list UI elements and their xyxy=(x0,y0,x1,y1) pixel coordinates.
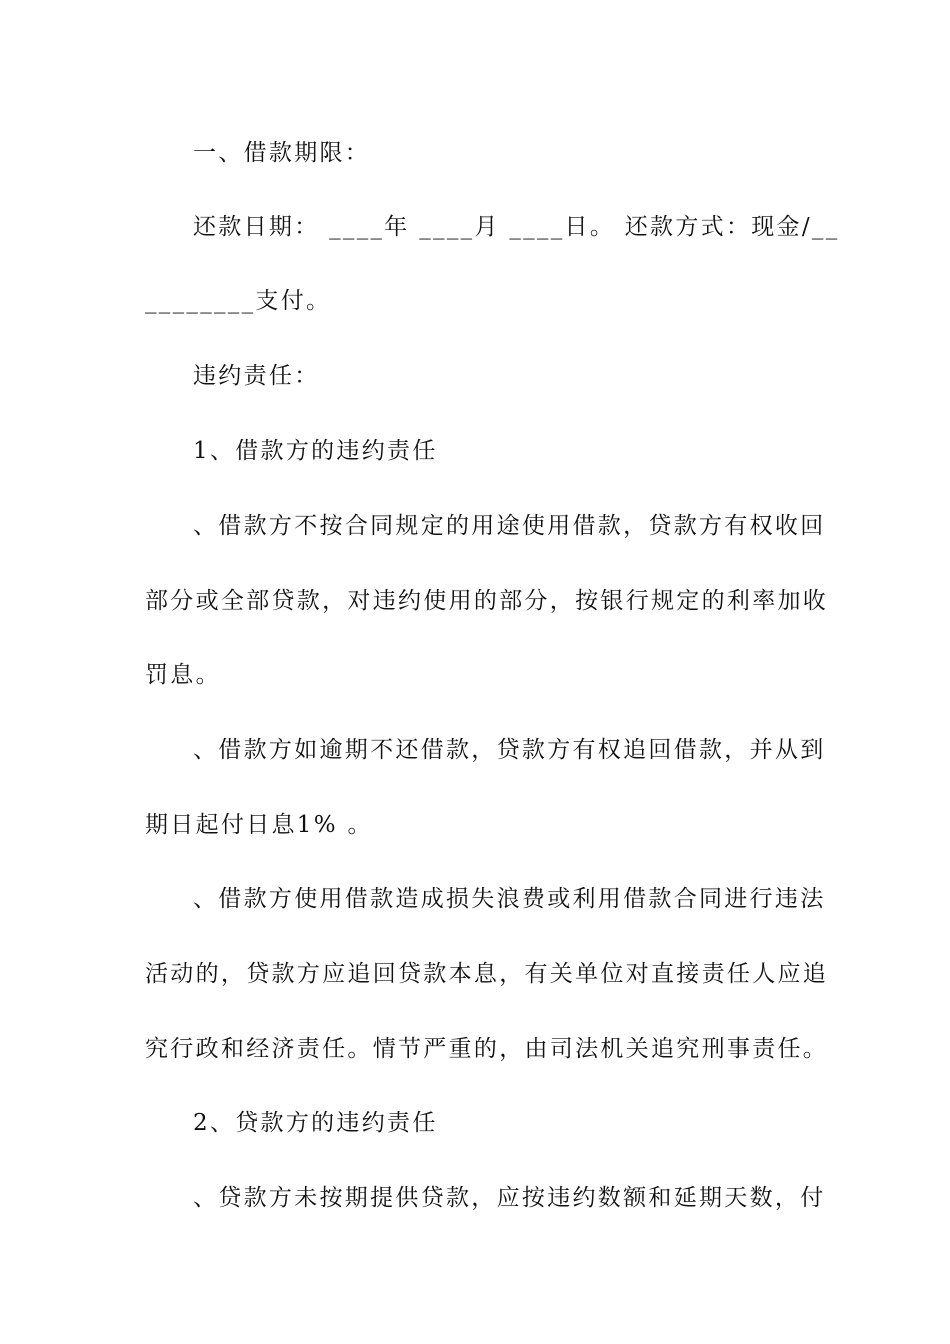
repayment-method-continuation: ________支付。 xyxy=(145,288,332,314)
paragraph-line: 、借款方使用借款造成损失浪费或利用借款合同进行违法 xyxy=(193,886,826,912)
section-heading-breach-liability: 违约责任： xyxy=(193,363,320,389)
paragraph-line: 、借款方如逾期不还借款，贷款方有权追回借款，并从到 xyxy=(193,737,826,763)
paragraph-line: 部分或全部贷款，对违约使用的部分，按银行规定的利率加收 xyxy=(145,588,829,614)
paragraph-line: 期日起付日息1% 。 xyxy=(145,812,373,838)
subheading-lender-liability: 2、贷款方的违约责任 xyxy=(193,1110,438,1136)
subheading-borrower-liability: 1、借款方的违约责任 xyxy=(193,438,438,464)
paragraph-line: 究行政和经济责任。情节严重的，由司法机关追究刑事责任。 xyxy=(145,1036,829,1062)
paragraph-line: 、借款方不按合同规定的用途使用借款，贷款方有权收回 xyxy=(193,513,826,539)
repayment-date-line: 还款日期： ____年 ____月 ____日。 还款方式：现金/__ xyxy=(193,214,840,240)
paragraph-line: 罚息。 xyxy=(145,662,221,688)
paragraph-line: 活动的，贷款方应追回贷款本息，有关单位对直接责任人应追 xyxy=(145,961,829,987)
section-heading-loan-term: 一、借款期限： xyxy=(193,140,371,166)
paragraph-line: 、贷款方未按期提供贷款，应按违约数额和延期天数，付 xyxy=(193,1185,826,1211)
